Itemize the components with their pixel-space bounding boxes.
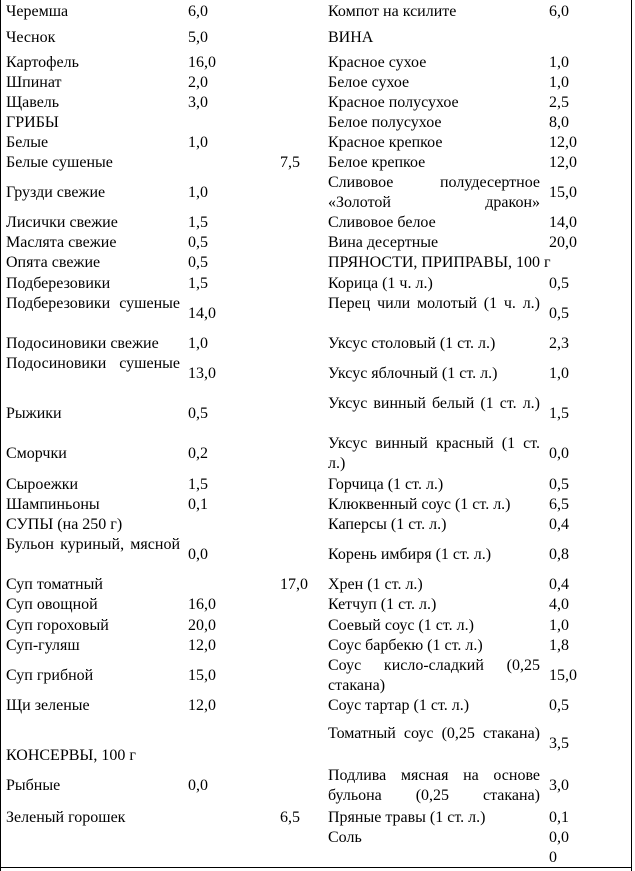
right-item-name: Корица (1 ч. л.) <box>328 275 433 292</box>
right-item-value: 1,0 <box>549 365 569 382</box>
right-item-value: 2,5 <box>549 94 569 111</box>
left-item-value: 0,1 <box>188 496 208 513</box>
left-item-value: 17,0 <box>280 576 308 593</box>
right-item-name: Компот на ксилите <box>328 3 457 20</box>
right-item-name: Клюквенный соус (1 ст. л.) <box>328 496 511 513</box>
left-item-value: 6,0 <box>188 3 208 20</box>
left-item-name: Подберезовики сушеные <box>6 295 180 312</box>
left-item-name: Белые <box>6 134 49 151</box>
left-item-name: Шпинат <box>6 74 62 91</box>
right-item-name: Уксус столовый (1 ст. л.) <box>328 335 496 352</box>
left-item-value: 1,0 <box>188 134 208 151</box>
left-item-value: 13,0 <box>188 365 216 382</box>
left-item-value: 1,5 <box>188 275 208 292</box>
right-item-name: Красное крепкое <box>328 134 443 151</box>
right-item-value: 6,0 <box>549 3 569 20</box>
right-item-name: Кетчуп (1 ст. л.) <box>328 596 437 613</box>
left-item-value: 1,5 <box>188 214 208 231</box>
right-item-name: Белое крепкое <box>328 154 426 171</box>
left-item-value: 2,0 <box>188 74 208 91</box>
right-item-value: 15,0 <box>549 184 577 201</box>
left-item-name: Картофель <box>6 54 79 71</box>
left-item-name: Опята свежие <box>6 254 101 271</box>
right-item-name: Сливовое полудесертное «Золотой дракон» <box>328 174 540 211</box>
right-item-value: 1,5 <box>549 405 569 422</box>
left-item-value: 1,0 <box>188 335 208 352</box>
right-item-value: 0,5 <box>549 305 569 322</box>
right-item-name: Соус тартар (1 ст. л.) <box>328 697 470 714</box>
right-item-name: Пряные травы (1 ст. л.) <box>328 809 486 826</box>
right-item-name: Подлива мясная на основе бульона (0,25 стакана) <box>328 767 540 804</box>
right-item-value: 0,5 <box>549 476 569 493</box>
left-item-value: 12,0 <box>188 697 216 714</box>
left-item-name: Суп грибной <box>6 667 94 684</box>
right-item-name: Соус кисло-сладкий (0,25 стакана) <box>328 657 540 694</box>
right-item-value: 1,0 <box>549 54 569 71</box>
right-item-name: Перец чили молотый (1 ч. л.) <box>328 295 540 312</box>
right-item-value: 3,0 <box>549 777 569 794</box>
left-item-name: Бульон куриный, мясной <box>6 536 180 553</box>
left-item-name: Рыжики <box>6 405 62 422</box>
left-item-name: ГРИБЫ <box>6 114 59 131</box>
table-border-bottom <box>0 867 632 868</box>
left-item-value: 7,5 <box>280 154 300 171</box>
left-item-name: Рыбные <box>6 777 61 794</box>
table-border-right <box>631 0 632 871</box>
left-item-value: 6,5 <box>280 809 300 826</box>
left-item-value: 16,0 <box>188 596 216 613</box>
right-item-value: 12,0 <box>549 134 577 151</box>
left-item-name: Грузди свежие <box>6 184 106 201</box>
left-item-value: 12,0 <box>188 637 216 654</box>
left-item-name: Лисички свежие <box>6 214 118 231</box>
left-item-name: Суп томатный <box>6 576 103 593</box>
left-item-value: 0,5 <box>188 234 208 251</box>
right-item-value: 0,5 <box>549 275 569 292</box>
left-item-value: 0,2 <box>188 445 208 462</box>
right-item-name: Красное сухое <box>328 54 427 71</box>
right-item-name: Уксус яблочный (1 ст. л.) <box>328 365 498 382</box>
left-item-name: Маслята свежие <box>6 234 117 251</box>
left-item-value: 1,5 <box>188 476 208 493</box>
left-item-value: 20,0 <box>188 617 216 634</box>
right-item-value: 3,5 <box>549 735 569 752</box>
right-item-name: Вина десертные <box>328 234 439 251</box>
right-item-name: Соус барбекю (1 ст. л.) <box>328 637 483 654</box>
right-item-value: 4,0 <box>549 596 569 613</box>
right-item-value: 1,0 <box>549 617 569 634</box>
right-item-value: 2,3 <box>549 335 569 352</box>
right-item-value: 1,8 <box>549 637 569 654</box>
right-item-value: 0,5 <box>549 697 569 714</box>
left-item-value: 15,0 <box>188 667 216 684</box>
left-item-value: 0,5 <box>188 254 208 271</box>
right-item-value: 15,0 <box>549 667 577 684</box>
left-item-name: Чеснок <box>6 29 56 46</box>
left-item-name: Подберезовики <box>6 275 111 292</box>
right-item-value: 1,0 <box>549 74 569 91</box>
right-item-value: 6,5 <box>549 496 569 513</box>
left-item-value: 0,0 <box>188 777 208 794</box>
right-item-value: 12,0 <box>549 154 577 171</box>
right-item-name: Хрен (1 ст. л.) <box>328 576 423 593</box>
left-item-name: СУПЫ (на 250 г) <box>6 516 123 533</box>
left-item-name: Суп гороховый <box>6 617 109 634</box>
right-item-name: ПРЯНОСТИ, ПРИПРАВЫ, 100 г <box>328 254 551 271</box>
right-item-name: Белое полусухое <box>328 114 442 131</box>
right-item-name: Красное полусухое <box>328 94 459 111</box>
left-item-value: 14,0 <box>188 305 216 322</box>
left-item-name: Щавель <box>6 94 60 111</box>
right-item-value: 20,0 <box>549 234 577 251</box>
right-item-name: Соевый соус (1 ст. л.) <box>328 617 474 634</box>
right-item-value: 0,1 <box>549 809 569 826</box>
left-item-value: 1,0 <box>188 184 208 201</box>
left-item-name: КОНСЕРВЫ, 100 г <box>6 747 136 764</box>
right-item-value: 0,0 <box>549 445 569 462</box>
right-item-value: 0,4 <box>549 576 569 593</box>
left-item-name: Суп овощной <box>6 596 98 613</box>
left-item-value: 16,0 <box>188 54 216 71</box>
right-item-name: Уксус винный белый (1 ст. л.) <box>328 395 540 412</box>
left-item-name: Щи зеленые <box>6 697 90 714</box>
left-item-name: Суп-гуляш <box>6 637 80 654</box>
right-item-value: 8,0 <box>549 114 569 131</box>
right-item-name: Белое сухое <box>328 74 410 91</box>
right-item-value: 0,8 <box>549 546 569 563</box>
right-item-name: Уксус винный красный (1 ст. л.) <box>328 435 540 472</box>
right-item-name: Томатный соус (0,25 стакана) <box>328 725 540 742</box>
left-item-name: Сыроежки <box>6 476 79 493</box>
right-item-name: Каперсы (1 ст. л.) <box>328 516 447 533</box>
right-item-name: ВИНА <box>328 29 374 46</box>
table-border-left <box>0 0 1 871</box>
left-item-name: Подосиновики сушеные <box>6 355 180 372</box>
right-item-value: 0,4 <box>549 516 569 533</box>
left-item-value: 5,0 <box>188 29 208 46</box>
left-item-name: Сморчки <box>6 445 67 462</box>
left-item-name: Подосиновики свежие <box>6 335 159 352</box>
left-item-value: 0,0 <box>188 546 208 563</box>
right-item-value: 0,0 0 <box>549 829 569 866</box>
left-item-value: 0,5 <box>188 405 208 422</box>
left-item-name: Шампиньоны <box>6 496 100 513</box>
right-item-name: Соль <box>328 829 362 846</box>
left-item-name: Зеленый горошек <box>6 809 126 826</box>
right-item-name: Корень имбиря (1 ст. л.) <box>328 546 492 563</box>
left-item-name: Белые сушеные <box>6 154 113 171</box>
left-item-value: 3,0 <box>188 94 208 111</box>
left-item-name: Черемша <box>6 3 69 20</box>
right-item-value: 14,0 <box>549 214 577 231</box>
right-item-name: Сливовое белое <box>328 214 436 231</box>
right-item-name: Горчица (1 ст. л.) <box>328 476 444 493</box>
